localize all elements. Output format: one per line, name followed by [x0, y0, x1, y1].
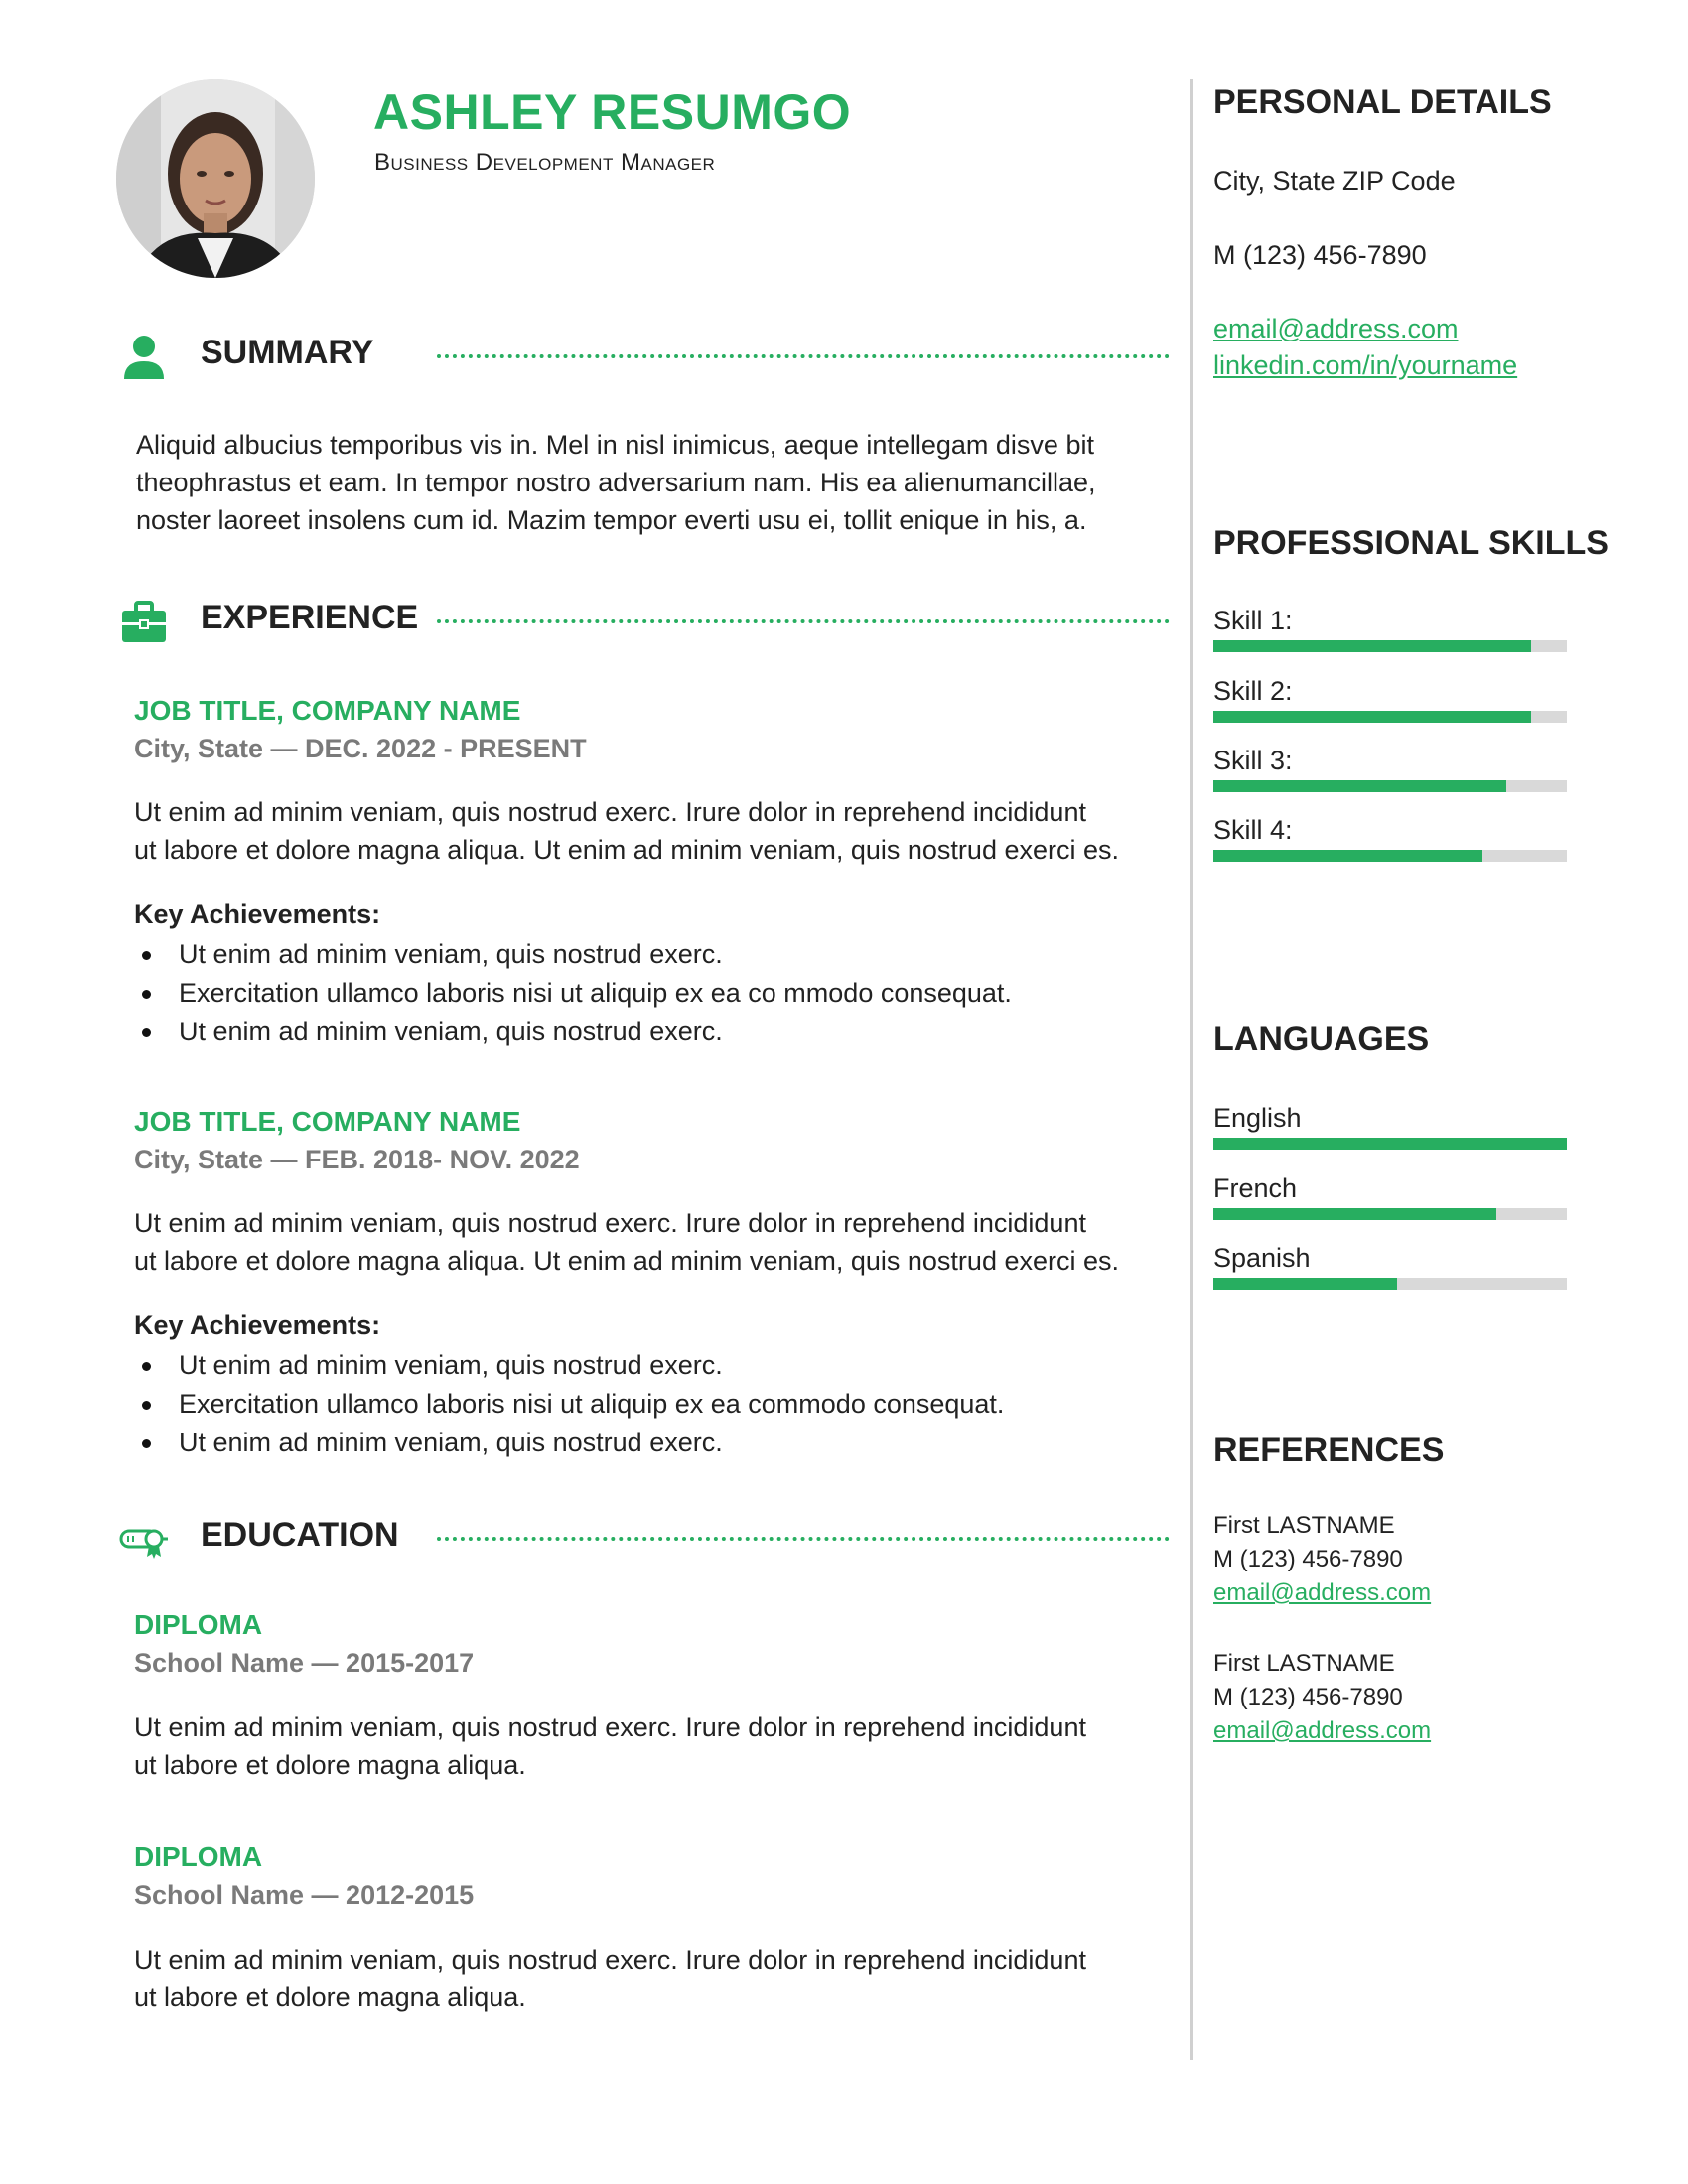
skill-label: Skill 4: — [1213, 815, 1293, 845]
skill-bar — [1213, 780, 1567, 792]
skill-bar-fill — [1213, 850, 1482, 862]
language-label: English — [1213, 1103, 1302, 1133]
personal-details-heading: PERSONAL DETAILS — [1213, 83, 1552, 121]
achievements-list — [134, 935, 1187, 1051]
language-bar — [1213, 1278, 1567, 1290]
reference-phone: M (123) 456-7890 — [1213, 1684, 1403, 1710]
language-label: Spanish — [1213, 1243, 1311, 1273]
job-meta: City, State — FEB. 2018- NOV. 2022 — [134, 1145, 580, 1174]
summary-divider — [437, 354, 1170, 358]
reference-phone: M (123) 456-7890 — [1213, 1546, 1403, 1572]
reference-name: First LASTNAME — [1213, 1512, 1395, 1539]
skill-bar — [1213, 640, 1567, 652]
education-heading: EDUCATION — [201, 1516, 399, 1554]
skill-bar — [1213, 711, 1567, 723]
reference-email-link[interactable]: email@address.com — [1213, 1717, 1432, 1744]
skill-label: Skill 3: — [1213, 746, 1293, 775]
reference-entry — [1213, 1509, 1431, 1610]
languages-heading: LANGUAGES — [1213, 1021, 1430, 1058]
list-item: Ut enim ad minim veniam, quis nostrud exerc. — [134, 1346, 1187, 1385]
language-bar — [1213, 1208, 1567, 1220]
language-label: French — [1213, 1173, 1298, 1203]
candidate-title: Business Development Manager — [374, 149, 716, 176]
reference-email-link[interactable]: email@address.com — [1213, 1579, 1432, 1606]
skills-heading: PROFESSIONAL SKILLS — [1213, 524, 1609, 562]
key-achievements-label: Key Achievements: — [134, 899, 381, 929]
list-item: Exercitation ullamco laboris nisi ut aliquip ex ea commodo consequat. — [134, 1385, 1187, 1424]
reference-entry — [1213, 1647, 1431, 1748]
profile-photo — [116, 79, 315, 278]
candidate-name: ASHLEY RESUMGO — [373, 84, 852, 140]
skill-label: Skill 1: — [1213, 606, 1293, 635]
phone-text: M (123) 456-7890 — [1213, 240, 1427, 270]
language-bar — [1213, 1138, 1567, 1150]
skill-bar — [1213, 850, 1567, 862]
linkedin-link[interactable]: linkedin.com/in/yourname — [1213, 350, 1518, 380]
school-meta: School Name — 2015-2017 — [134, 1648, 475, 1678]
skill-label: Skill 2: — [1213, 676, 1293, 706]
person-icon — [120, 334, 168, 381]
skill-bar-fill — [1213, 711, 1531, 723]
experience-divider — [437, 619, 1170, 623]
degree-title: DIPLOMA — [134, 1842, 263, 1872]
briefcase-icon — [120, 599, 168, 646]
job-title: JOB TITLE, COMPANY NAME — [134, 1106, 521, 1137]
degree-title: DIPLOMA — [134, 1609, 263, 1640]
language-bar-fill — [1213, 1208, 1496, 1220]
reference-name: First LASTNAME — [1213, 1650, 1395, 1677]
job-meta: City, State — DEC. 2022 - PRESENT — [134, 734, 587, 763]
list-item: Ut enim ad minim veniam, quis nostrud exerc. — [134, 1424, 1187, 1462]
location-text: City, State ZIP Code — [1213, 166, 1456, 196]
key-achievements-label: Key Achievements: — [134, 1310, 381, 1340]
language-bar-fill — [1213, 1278, 1397, 1290]
school-meta: School Name — 2012-2015 — [134, 1880, 475, 1910]
diploma-icon — [118, 1519, 170, 1567]
references-heading: REFERENCES — [1213, 1432, 1445, 1469]
job-title: JOB TITLE, COMPANY NAME — [134, 695, 521, 726]
skill-bar-fill — [1213, 640, 1531, 652]
education-divider — [437, 1537, 1170, 1541]
education-description: Ut enim ad minim veniam, quis nostrud exerc. Irure dolor in reprehend incididunt ut labore et dolore magna aliqua. — [134, 1712, 1086, 1780]
job-description: Ut enim ad minim veniam, quis nostrud exerc. Irure dolor in reprehend incididunt ut labore et dolore magna aliqua. Ut enim ad minim veniam, quis nostrud exerci es. — [134, 1208, 1119, 1276]
education-description: Ut enim ad minim veniam, quis nostrud exerc. Irure dolor in reprehend incididunt ut labore et dolore magna aliqua. — [134, 1945, 1086, 2012]
experience-heading: EXPERIENCE — [201, 599, 419, 636]
job-description: Ut enim ad minim veniam, quis nostrud exerc. Irure dolor in reprehend incididunt ut labore et dolore magna aliqua. Ut enim ad minim veniam, quis nostrud exerci es. — [134, 797, 1119, 865]
list-item: Exercitation ullamco laboris nisi ut aliquip ex ea co mmodo consequat. — [134, 974, 1187, 1013]
email-link[interactable]: email@address.com — [1213, 314, 1459, 343]
skill-bar-fill — [1213, 780, 1506, 792]
summary-text: Aliquid albucius temporibus vis in. Mel in nisl inimicus, aeque intellegam disve bit theophrastus et eam. In tempor nostro adversarium nam. His ea alienumancillae, noster laoreet insolens cum id. Mazim tempor everti usu ei, tollit enique in his, a. — [136, 430, 1096, 535]
list-item: Ut enim ad minim veniam, quis nostrud exerc. — [134, 1013, 1187, 1051]
language-bar-fill — [1213, 1138, 1567, 1150]
list-item: Ut enim ad minim veniam, quis nostrud exerc. — [134, 935, 1187, 974]
achievements-list — [134, 1346, 1187, 1462]
summary-heading: SUMMARY — [201, 334, 374, 371]
column-divider — [1190, 79, 1193, 2060]
